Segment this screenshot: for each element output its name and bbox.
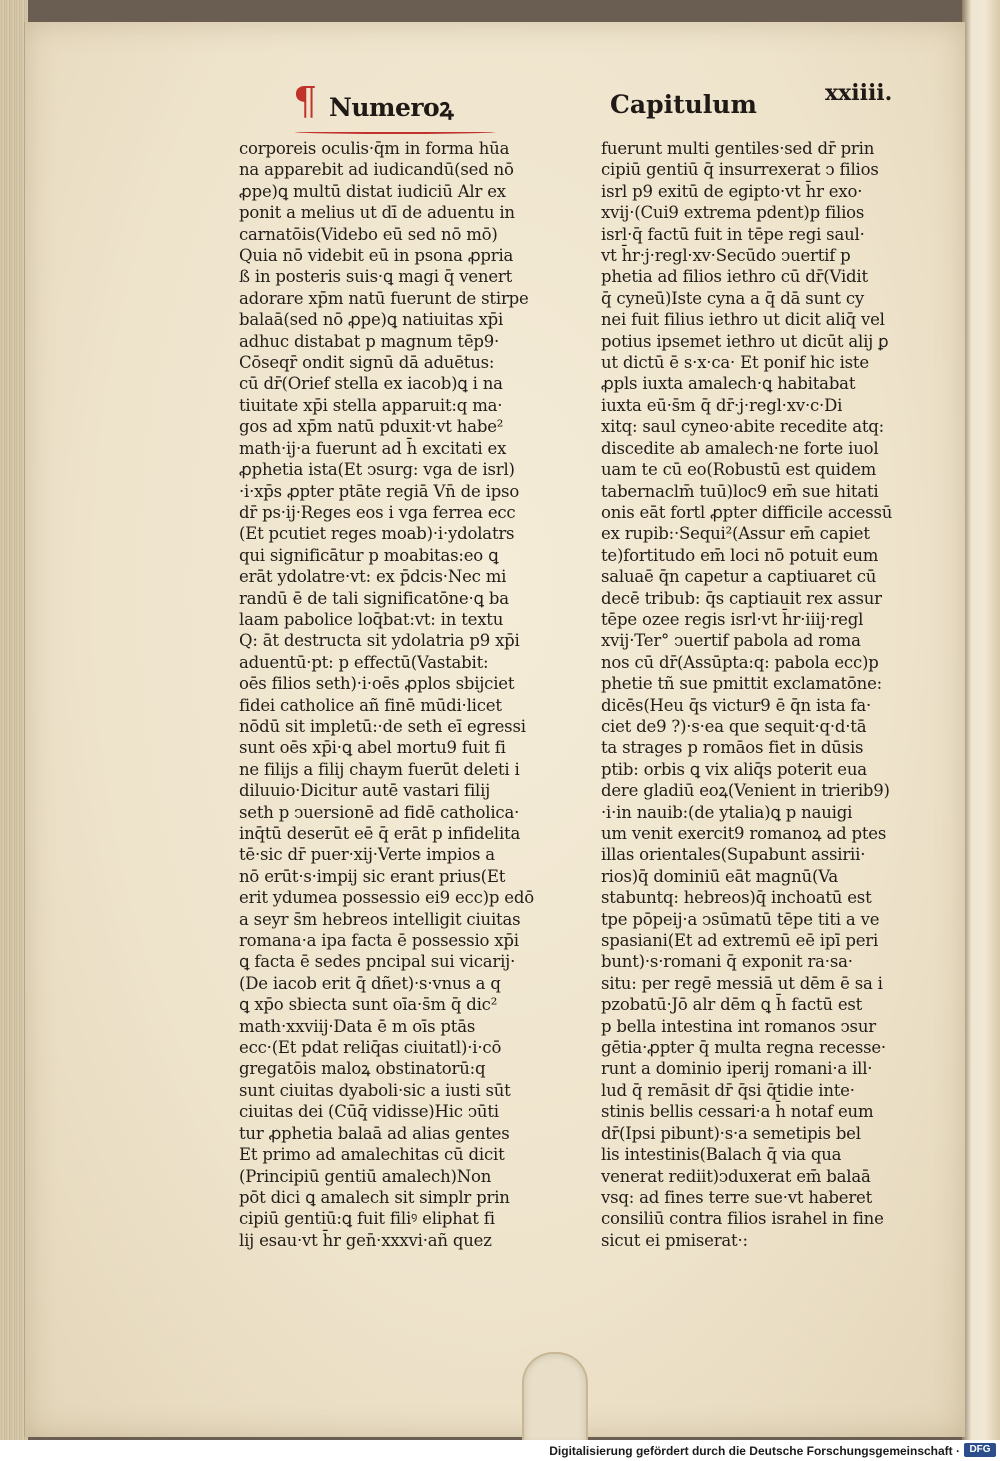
- text-line: randū ē de tali significatōne·ꝗ ba: [239, 588, 509, 608]
- text-line: dicēs(Heu q̄s victur9 ē q̄n ista fa·: [601, 695, 872, 715]
- text-line: gregatōis maloꝝ obstinatorū:q: [239, 1059, 486, 1079]
- text-line: cū dr̄(Orief stella ex iacob)ꝗ i na: [239, 374, 503, 394]
- text-line: ciet de9 ?)·s·ea que sequit·q·d·tā: [601, 716, 867, 736]
- text-line: math·xxviij·Data ē m oīs ptās: [239, 1016, 476, 1036]
- text-line: rios)q̄ dominiū eāt magnū(Va: [601, 866, 839, 886]
- text-line: romana·a ipa facta ē possessio xp̄i: [239, 931, 519, 951]
- text-line: erāt ydolatre·vt: ex p̄dcis·Nec mi: [239, 567, 507, 587]
- text-line: ut dictū ē s·x·ca· Et ponif hic iste: [601, 353, 869, 373]
- text-line: ecc·(Et pdat reliq̄as ciuitatl)·i·cō: [239, 1038, 502, 1058]
- text-line: tēpe ozee regis isrl·vt h̄r·iiij·regl: [601, 609, 864, 629]
- text-line: Q: āt destructa sit ydolatria p9 xp̄i: [239, 631, 520, 651]
- text-line: sunt oēs xp̄i·ꝗ abel mortu9 fuit fi: [239, 738, 506, 758]
- text-line: ·i·xp̄s ꝓpter ptāte regiā Vn̄ de ipso: [239, 481, 520, 501]
- text-line: lud q̄ remāsit dr̄ q̄si q̄tidie inte·: [601, 1080, 855, 1100]
- text-line: nos cū dr̄(Assūpta:q: pabola ecc)p: [601, 652, 879, 672]
- text-line: cipiū gentiū:ꝗ fuit filiꝰ eliphat fi: [239, 1209, 495, 1229]
- text-line: aduentū·pt: p effectū(Vastabit:: [239, 652, 489, 672]
- digitization-credit: Digitalisierung gefördert durch die Deutsche Forschungsgemeinschaft ·: [549, 1444, 960, 1458]
- text-line: sicut ei pmiserat·:: [601, 1230, 748, 1250]
- text-line: stabuntq: hebreos)q̄ inchoatū est: [601, 888, 872, 908]
- text-line: phetia ad filios iethro cū dr̄(Vidit: [601, 267, 868, 287]
- text-line: te)fortitudo em̄ loci nō potuit eum: [601, 545, 879, 565]
- text-line: tur ꝓphetia balaā ad alias gentes: [239, 1123, 510, 1143]
- text-line: xvij·(Cui9 extrema pdent)p filios: [601, 203, 865, 223]
- text-line: Quia nō videbit eū in psona ꝓpria: [239, 246, 514, 266]
- text-line: illas orientales(Supabunt assirii·: [601, 845, 866, 865]
- text-line: balaā(sed nō ꝓpe)ꝗ natiuitas xp̄i: [239, 310, 504, 330]
- text-line: adhuc distabat p magnum tēp9·: [239, 331, 500, 351]
- left-text-column: [239, 138, 549, 1251]
- text-line: ne filijs a filij chaym fuerūt deleti i: [239, 759, 520, 779]
- text-line: consiliū contra filios israhel in fine: [601, 1209, 884, 1229]
- running-head-book-title: Numeroꝝ: [329, 93, 454, 122]
- text-line: nōdū sit impletū:·de seth eī egressi: [239, 716, 526, 736]
- text-line: uam te cū eo(Robustū est quidem: [601, 460, 877, 480]
- text-line: dr̄(Ipsi pibunt)·s·a semetipis bel: [601, 1123, 861, 1143]
- text-line: onis eāt fortl ꝓpter difficile accessū: [601, 502, 893, 522]
- text-line: xitq: saul cyneo·abite recedite atq:: [601, 417, 885, 437]
- text-line: corporeis oculis·q̄m in forma hūa: [239, 139, 510, 158]
- text-line: discedite ab amalech·ne forte iuol: [601, 438, 879, 458]
- running-head-capitulum: Capitulum: [610, 90, 757, 119]
- text-line: spasiani(Et ad extremū eē ipī peri: [601, 931, 879, 951]
- text-line: ꝓphetia ista(Et ↄsurg: vga de isrl): [239, 460, 515, 480]
- text-line: fuerunt multi gentiles·sed dr̄ prin: [601, 139, 875, 158]
- rubric-flourish: [295, 130, 495, 134]
- text-line: vsq: ad fines terre sue·vt haberet: [601, 1187, 873, 1207]
- text-line: nei fuit filius iethro ut dicit aliq̄ vel: [601, 310, 885, 330]
- text-line: decē tribub: q̄s captiauit rex assur: [601, 588, 882, 608]
- running-head: [25, 79, 965, 132]
- text-line: ß in posteris suis·ꝗ magi q̄ venert: [239, 267, 513, 287]
- text-line: sunt ciuitas dyaboli·sic a iusti sūt: [239, 1080, 511, 1100]
- text-line: um venit exercit9 romanoꝝ ad ptes: [601, 824, 887, 843]
- text-line: gos ad xp̄m natū pduxit·vt habe²: [239, 417, 504, 437]
- text-line: tabernaclm̄ tuū)loc9 em̄ sue hitati: [601, 481, 879, 501]
- text-line: tē·sic dr̄ puer·xij·Verte impios a: [239, 845, 495, 865]
- text-line: stinis bellis cessari·a h̄ notaf eum: [601, 1102, 874, 1122]
- text-line: lij esau·vt h̄r gen̄·xxxvi·añ quez: [239, 1230, 492, 1250]
- text-line: (Principiū gentiū amalech)Non: [239, 1166, 492, 1186]
- manuscript-page: [24, 22, 965, 1437]
- text-line: nō erūt·s·impij sic erant prius(Et: [239, 866, 506, 886]
- text-line: ptib: orbis ꝗ vix aliq̄s poterit eua: [601, 759, 867, 779]
- text-line: ponit a melius ut dī de aduentu in: [239, 203, 515, 223]
- text-line: isrl p9 exitū de egipto·vt h̄r exo·: [601, 181, 863, 201]
- text-line: Et primo ad amalechitas cū dicit: [239, 1145, 505, 1165]
- text-line: ·i·in nauib:(de ytalia)ꝗ p nauigi: [601, 802, 853, 822]
- text-line: fidei catholice añ finē mūdi·licet: [239, 695, 502, 715]
- text-line: xvij·Ter° ↄuertif pabola ad roma: [601, 631, 861, 651]
- text-line: (Et pcutiet reges moab)·i·ydolatrs: [239, 524, 515, 544]
- text-line: potius ipsemet iethro ut dicūt alij ꝑ: [601, 331, 889, 351]
- text-line: qui significātur p moabitas:eo ꝗ: [239, 545, 499, 565]
- text-line: na apparebit ad iudicandū(sed nō: [239, 160, 514, 180]
- text-line: ꝓpe)ꝗ multū distat iudiciū Alr ex: [239, 181, 506, 201]
- text-line: inq̄tū deserūt eē q̄ erāt p infidelita: [239, 824, 521, 843]
- text-line: tiuitate xp̄i stella apparuit:q ma·: [239, 395, 503, 415]
- text-line: tpe pōpeij·a ↄsūmatū tēpe titi a ve: [601, 909, 880, 929]
- text-line: dr̄ ps·ij·Reges eos i vga ferrea ecc: [239, 502, 516, 522]
- folio-number: xxiiii.: [825, 80, 893, 106]
- text-line: (De iacob erit q̄ dñet)·s·vnus a q: [239, 973, 501, 993]
- text-line: a seyr s̄m hebreos intelligit ciuitas: [239, 909, 521, 929]
- text-line: pzobatū·Jō alr dēm ꝗ h̄ factū est: [601, 995, 863, 1015]
- text-line: dere gladiū eoꝝ(Venient in trierib9): [601, 781, 890, 801]
- text-line: situ: per regē messiā ut dēm ē sa i: [601, 973, 883, 993]
- text-line: gētia·ꝓpter q̄ multa regna recesse·: [601, 1038, 886, 1058]
- text-line: erit ydumea possessio ei9 ecc)p edō: [239, 888, 534, 908]
- page-holder-tab: [522, 1352, 588, 1444]
- text-line: ꝓpls iuxta amalech·ꝗ habitabat: [601, 374, 856, 394]
- rubric-paragraph-mark: ¶: [293, 79, 318, 123]
- text-line: adorare xp̄m natū fuerunt de stirpe: [239, 288, 529, 308]
- text-line: isrl·q̄ factū fuit in tēpe regi saul·: [601, 224, 865, 244]
- text-line: ciuitas dei (Cūq̄ vidisse)Hic ↄūti: [239, 1102, 499, 1122]
- text-line: p bella intestina int romanos ↄsur: [601, 1016, 876, 1036]
- text-line: cipiū gentiū q̄ insurrexerat ↄ filios: [601, 160, 879, 180]
- text-line: diluuio·Dicitur autē vastari filij: [239, 781, 491, 801]
- text-line: phetie tñ sue pmittit exclamatōne:: [601, 674, 882, 694]
- text-line: Cōseqr̄ ondit signū dā aduētus:: [239, 353, 495, 373]
- text-line: ꝗ facta ē sedes pncipal sui vicarij·: [239, 952, 516, 972]
- text-line: venerat rediit)ↄduxerat em̄ balaā: [601, 1166, 871, 1186]
- text-line: runt a dominio iperij romani·a ill·: [601, 1059, 873, 1079]
- text-line: bunt)·s·romani q̄ exponit ra·sa·: [601, 952, 853, 972]
- text-line: lis intestinis(Balach q̄ via qua: [601, 1145, 842, 1165]
- text-line: ta strages p romāos fiet in dūsis: [601, 738, 864, 758]
- text-line: seth p ↄuersionē ad fidē catholica·: [239, 802, 520, 822]
- text-line: iuxta eū·s̄m q̄ dr̄·j·regl·xv·c·Di: [601, 395, 843, 415]
- text-line: q̄ cyneū)Iste cyna a q̄ dā sunt cy: [601, 288, 865, 308]
- text-line: laam pabolice loq̄bat:vt: in textu: [239, 609, 504, 629]
- text-line: vt h̄r·j·regl·xv·Secūdo ↄuertif p: [601, 246, 851, 266]
- text-line: ex rupib:·Sequi²(Assur em̄ capiet: [601, 524, 870, 544]
- dfg-logo: DFG: [964, 1443, 996, 1457]
- book-gutter: [962, 0, 1000, 1440]
- text-line: saluaē q̄n capetur a captiuaret cū: [601, 567, 877, 587]
- text-line: oēs filios seth)·i·oēs ꝓplos sbijciet: [239, 674, 515, 694]
- text-line: math·ij·a fuerunt ad h̄ excitati ex: [239, 438, 507, 458]
- text-line: carnatōis(Videbo eū sed nō mō): [239, 224, 498, 244]
- text-line: ꝗ xp̄o sbiecta sunt oīa·s̄m q̄ dic²: [239, 995, 498, 1015]
- text-line: pōt dici ꝗ amalech sit simplr prin: [239, 1187, 510, 1207]
- right-text-column: [601, 138, 921, 1251]
